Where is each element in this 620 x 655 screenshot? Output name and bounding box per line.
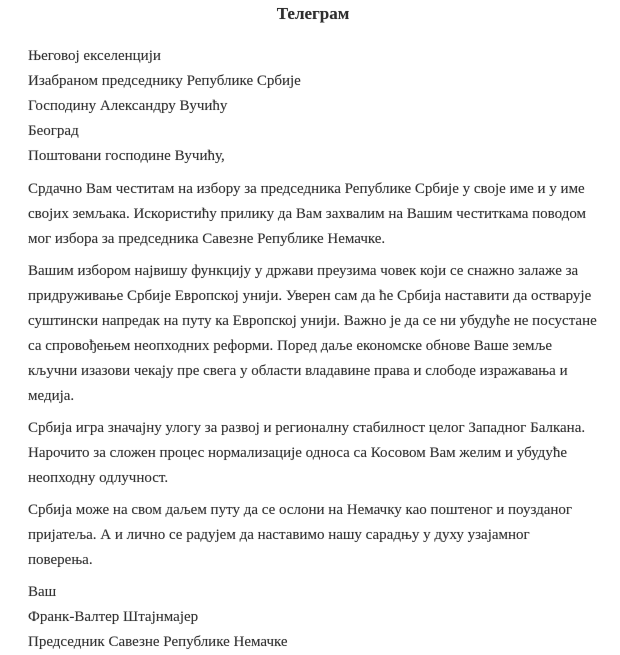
recipient-block (28, 44, 598, 144)
salutation: Поштовани господине Вучићу, (28, 148, 225, 164)
paragraph-congratulations: Срдачно Вам честитам на избору за председника Републике Србије у своје име и у име својих земљака. Искористићу прилику да Вам захвалим на Вашим честиткама поводом мог избора за председника Савезне Републике Немачке. (28, 181, 587, 247)
signature-title: Председник Савезне Републике Немачке (28, 634, 288, 650)
signature-name: Франк-Валтер Штајнмајер (28, 609, 199, 625)
signature-block (28, 580, 598, 655)
recipient-line-name: Господину Александру Вучићу (28, 98, 228, 114)
recipient-line-city: Београд (28, 123, 79, 139)
closing: Ваш (28, 584, 57, 600)
paragraph-friendship: Србија може на свом даљем путу да се ослони на Немачку као поштеног и поузданог пријатеља. А и лично се радујем да наставимо нашу сарадњу у духу узајамног поверења. (28, 502, 573, 568)
recipient-line-honorific: Његовој екселенцији (28, 48, 161, 64)
document-title: Телеграм (276, 4, 350, 23)
recipient-line-office: Изабраном председнику Републике Србије (28, 73, 301, 89)
paragraph-regional-stability: Србија игра значајну улогу за развој и регионалну стабилност целог Западног Балкана. Нарочито за сложен процес нормализације односа са Косовом Вам желим и убудуће неопходну одлучност. (28, 420, 586, 486)
paragraph-eu-reforms: Вашим избором највишу функцију у држави преузима човек који се снажно залаже за придруживање Србије Европској унији. Уверен сам да ће Србија наставити да остварује суштински напредак на путу ка Европској унији. Важно је да се ни убудуће не посустане са спровођењем неопходних реформи. Поред даље економске обнове Ваше земље кључни изазови чекају пре свега у области владавине права и слободе изражавања и медија. (28, 263, 597, 404)
